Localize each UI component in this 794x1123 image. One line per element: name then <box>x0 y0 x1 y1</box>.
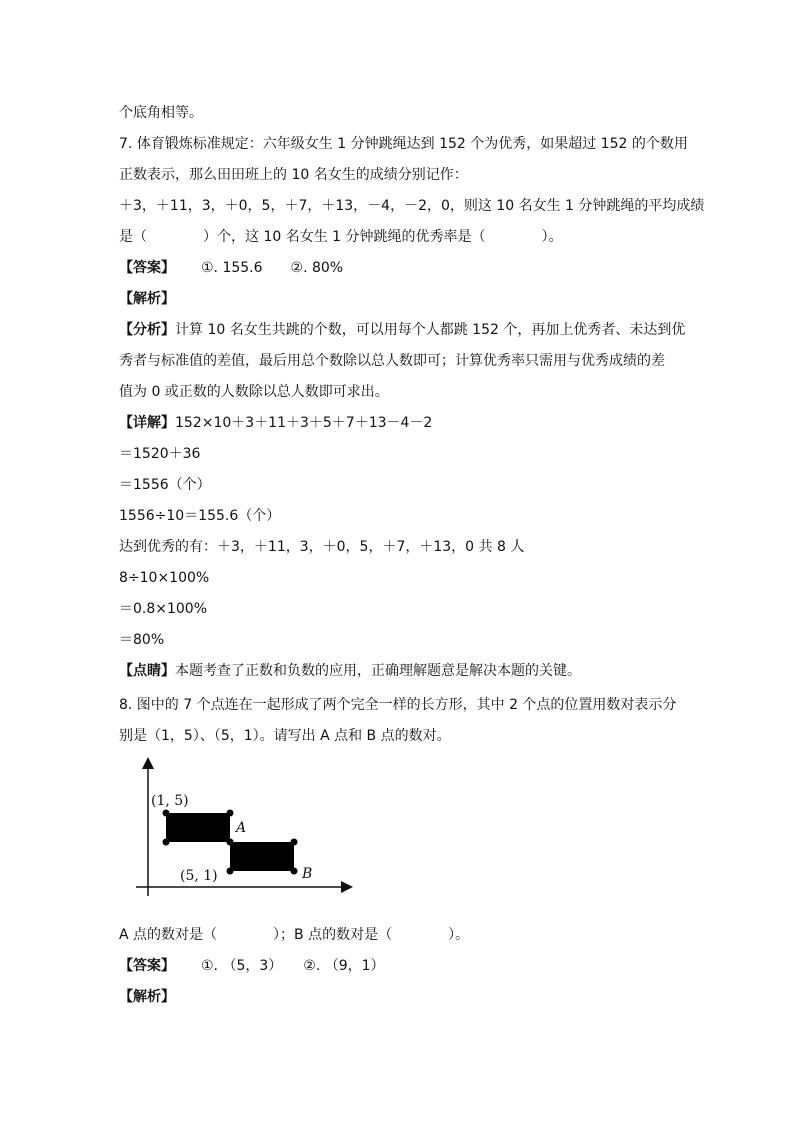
q7-stem-line3: ＋3，＋11，3，＋0，5，＋7，＋13，－4，－2，0，则这 10 名女生 1 分钟跳绳的平均成绩 <box>119 198 705 214</box>
xiangjie-label: 【详解】 <box>119 415 175 431</box>
calc-step: ＝0.8×100% <box>119 601 208 617</box>
fenxi-text: 计算 10 名女生共跳的个数，可以用每个人都跳 152 个，再加上优秀者、未达到优 <box>175 322 686 338</box>
rectangle-upper <box>166 813 230 842</box>
q7-xiangjie-line <box>119 413 432 433</box>
calc-step: ＝1520＋36 <box>119 446 201 462</box>
calc-step: 1556÷10＝155.6（个） <box>119 508 281 524</box>
label-point-1-5: (1, 5) <box>151 793 189 809</box>
calc-step: 8÷10×100% <box>119 570 210 586</box>
q8-analysis-label: 【解析】 <box>119 989 175 1005</box>
q7-analysis-label: 【解析】 <box>119 291 175 307</box>
q7-stem-line2: 正数表示，那么田田班上的 10 名女生的成绩分别记作： <box>119 167 468 183</box>
point <box>227 810 234 817</box>
label-point-5-1: (5, 1) <box>180 868 218 884</box>
fenxi-label: 【分析】 <box>119 322 175 338</box>
point <box>163 839 170 846</box>
calc-step: 达到优秀的有：＋3，＋11，3，＋0，5，＋7，＋13，0 共 8 人 <box>119 539 525 555</box>
point <box>291 839 298 846</box>
answer-label: 【答案】 <box>119 260 175 276</box>
point-1-5 <box>163 810 170 817</box>
answer-text: ①. （5，3） ②. （9，1） <box>201 958 385 974</box>
q7-fenxi-line2: 秀者与标准值的差值，最后用总个数除以总人数即可；计算优秀率只需用与优秀成绩的差 <box>119 353 665 369</box>
q7-stem-line4: 是（ ）个，这 10 名女生 1 分钟跳绳的优秀率是（ ）。 <box>119 229 563 245</box>
q7-dianjing <box>119 661 581 681</box>
q8-stem-line2: 别是（1，5）、（5，1）。请写出 A 点和 B 点的数对。 <box>119 728 451 744</box>
dianjing-label: 【点睛】 <box>119 663 175 679</box>
q7-fenxi-line3: 值为 0 或正数的人数除以总人数即可求出。 <box>119 384 389 400</box>
point-a <box>227 839 234 846</box>
q8-answer <box>119 956 385 976</box>
label-point-b: B <box>302 866 313 882</box>
point-5-1 <box>227 868 234 875</box>
q8-stem-line1: 8. 图中的 7 个点连在一起形成了两个完全一样的长方形，其中 2 个点的位置用数对表示分 <box>119 697 677 713</box>
q6-tail-text: 个底角相等。 <box>119 105 203 121</box>
dianjing-text: 本题考查了正数和负数的应用，正确理解题意是解决本题的关键。 <box>175 663 581 679</box>
rectangle-lower <box>230 842 294 871</box>
q7-fenxi-line1 <box>119 320 685 340</box>
calc-step: ＝1556（个） <box>119 477 211 493</box>
point-b <box>291 868 298 875</box>
q7-stem-line1: 7. 体育锻炼标准规定：六年级女生 1 分钟跳绳达到 152 个为优秀，如果超过 152 的个数用 <box>119 136 688 152</box>
calc-step: ＝80% <box>119 632 165 648</box>
label-point-a: A <box>236 820 247 836</box>
calc-step: 152×10＋3＋11＋3＋5＋7＋13－4－2 <box>175 415 433 431</box>
q7-answer <box>119 258 343 278</box>
answer-text: ①. 155.6 ②. 80% <box>201 260 344 276</box>
q8-question: A 点的数对是（ ）；B 点的数对是（ ）。 <box>119 927 470 943</box>
answer-label: 【答案】 <box>119 958 175 974</box>
rectangle-coordinate-figure <box>128 756 356 902</box>
